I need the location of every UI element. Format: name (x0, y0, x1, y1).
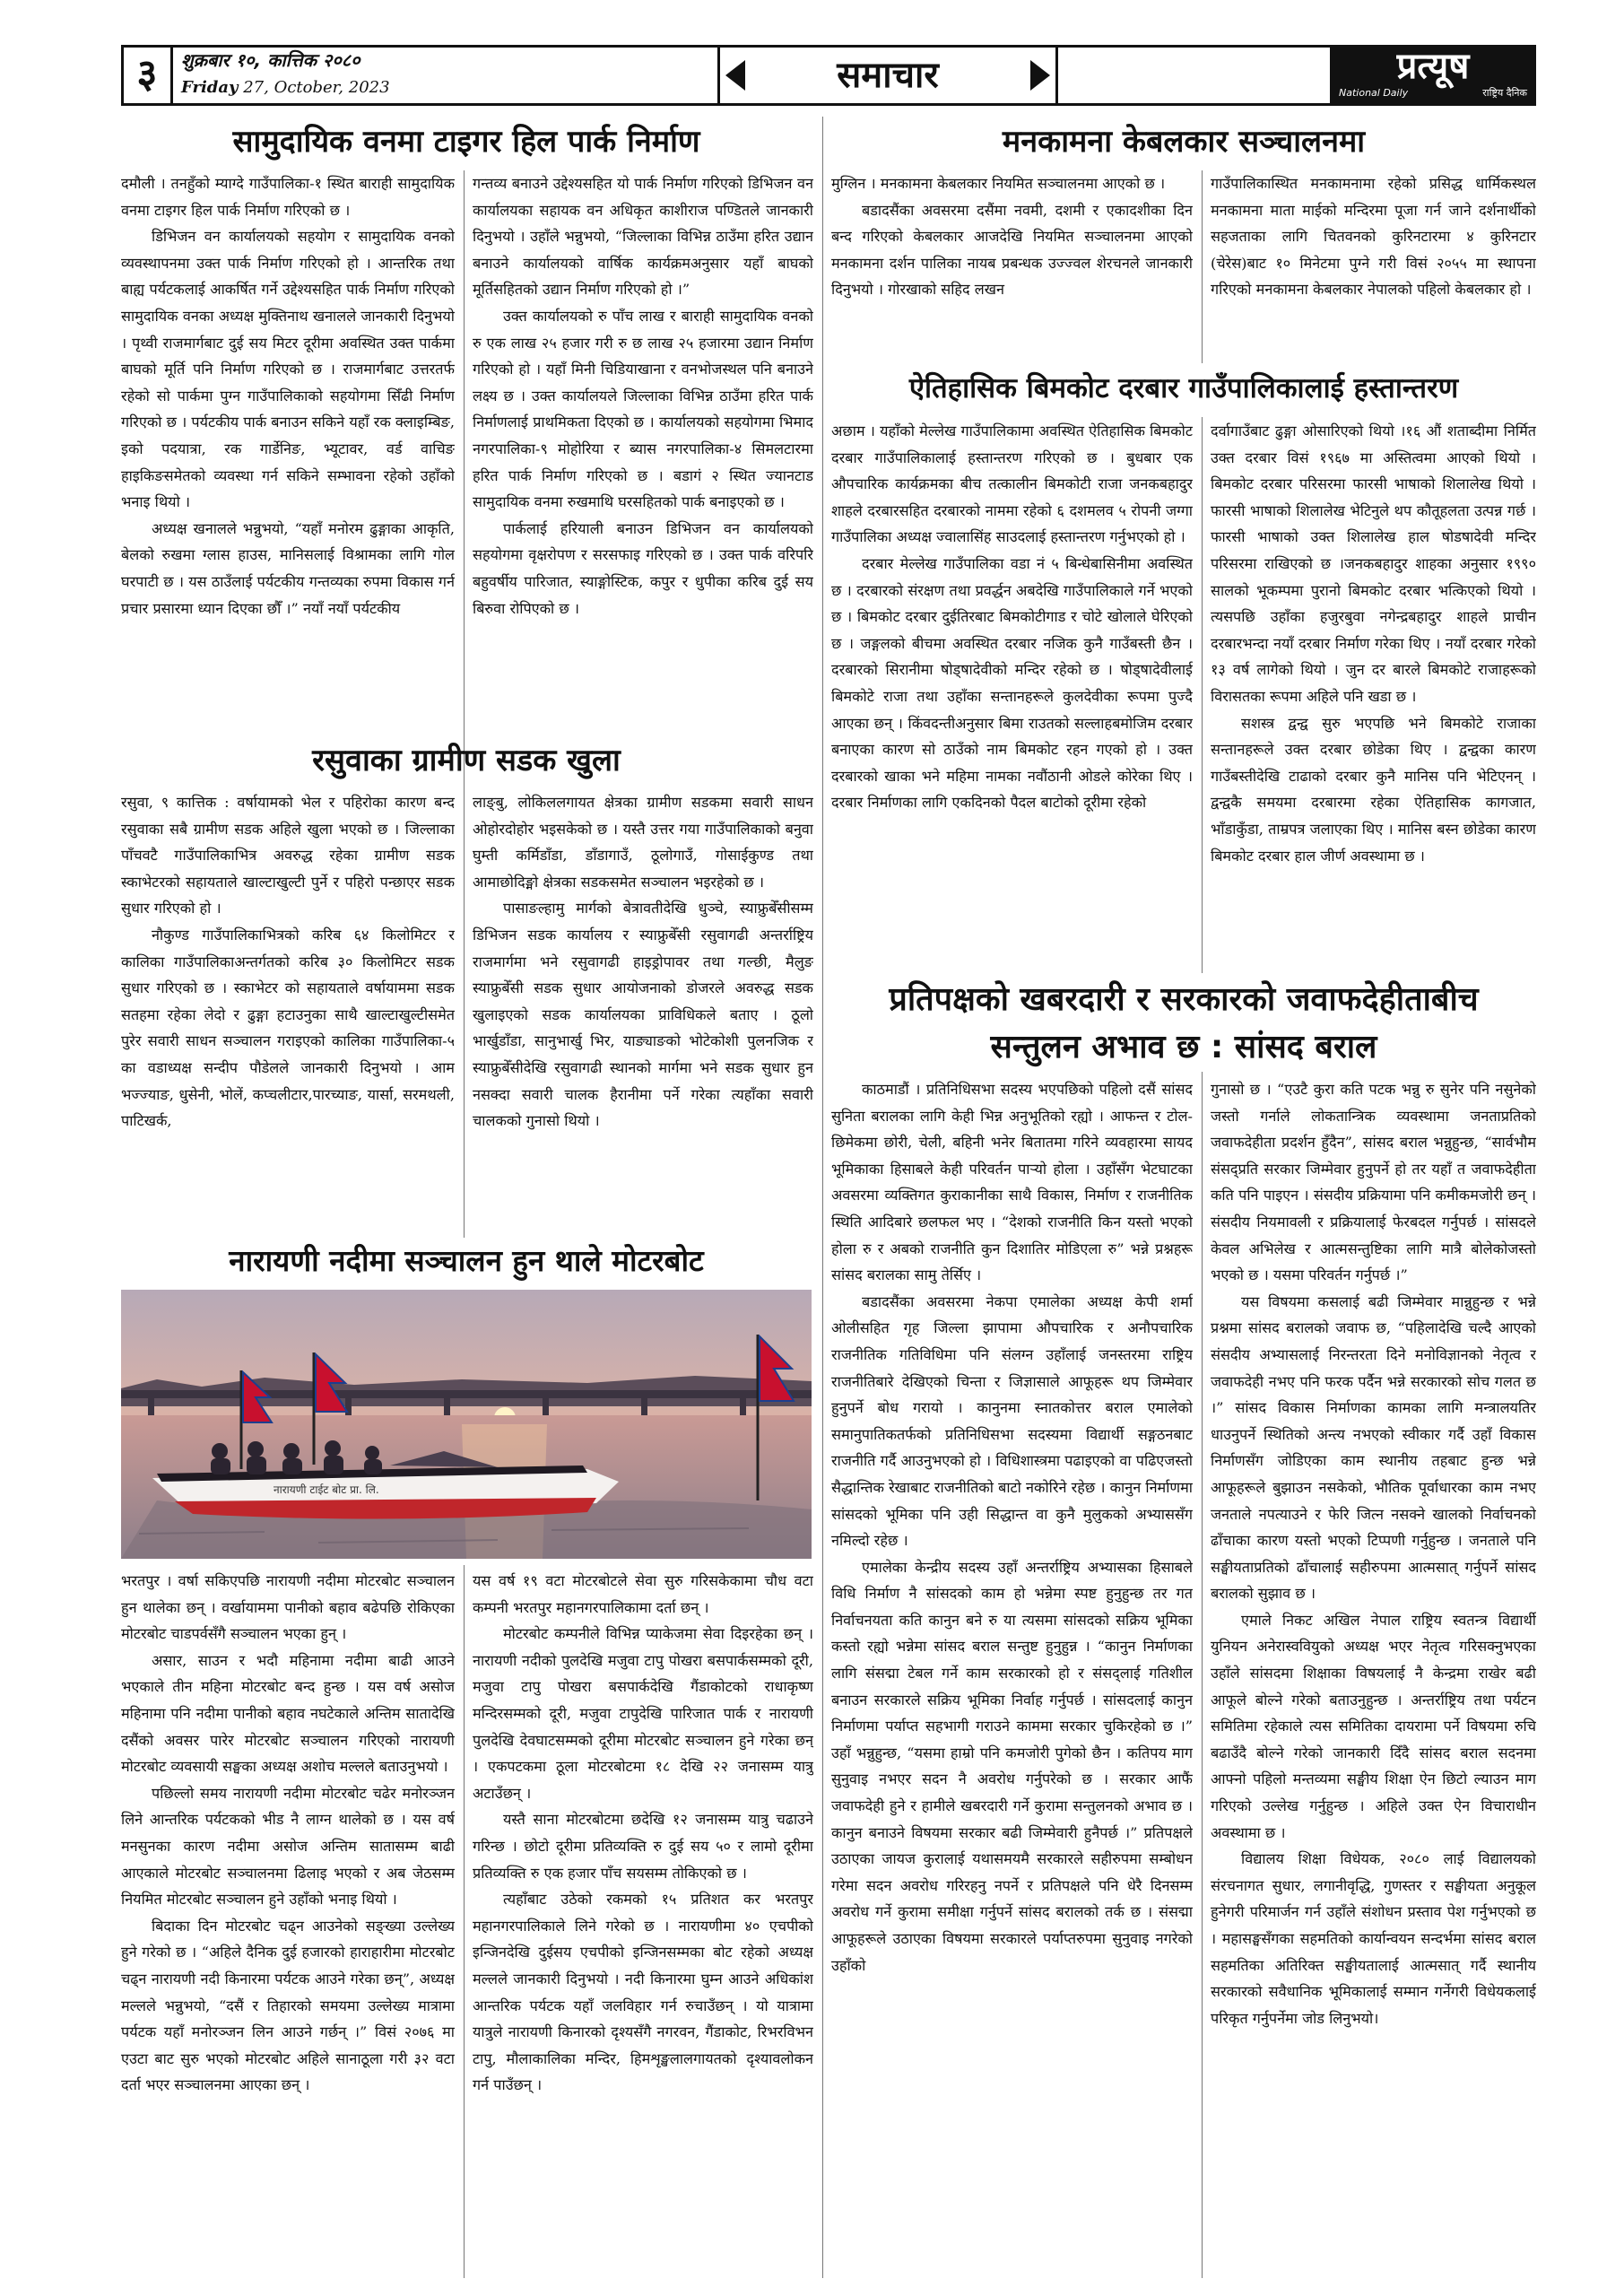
date-day: Friday (181, 78, 239, 97)
motorboat-photo (121, 1290, 812, 1559)
paragraph: डिभिजन वन कार्यालयको सहयोग र सामुदायिक वनको व्यवस्थापनमा उक्त पार्क निर्माण गरिएको हो । आन्तरिक तथा बाह्य पर्यटकलाई आकर्षित गर्ने उद्देश्यसहित पार्क निर्माण गरिएको सामुदायिक वनका अध्यक्ष मुक्तिनाथ खनालले जानकारी दिनुभयो । पृथ्वी राजमार्गबाट दुई सय मिटर दूरीमा अवस्थित उक्त पार्कमा बाघको मूर्ति पनि निर्माण गरिएको छ । राजमार्गबाट उत्तरतर्फ रहेको सो पार्कमा पुग्न गाउँपालिकाको सहयोगमा सिँढी निर्माण गरिएको छ । पर्यटकीय पार्क बनाउन सकिने यहाँ रक क्लाइम्बिङ, इको पदयात्रा, रक गार्डेनिङ, भ्यूटावर, वर्ड वाचिङ हाइकिङसमेतको व्यवस्था गर्न सकिने सम्भावना रहेको उहाँको भनाइ थियो । (121, 228, 455, 511)
article-motorboat-col1 (121, 1568, 455, 2276)
paragraph: मोटरबोट कम्पनीले विभिन्न प्याकेजमा सेवा दिइरहेका छन् । नारायणी नदीको पुलदेखि मजुवा टापु पोखरा बसपार्कसम्मको दूरी, मजुवा टापु पोखरा बसपार्कदेखि गैंडाकोटको राधाकृष्ण मन्दिरसम्मको दूरी, मजुवा टापुदेखि पारिजात पार्क र नारायणी पुलदेखि देवघाटसम्मको दूरीमा मोटरबोट सञ्चालन हुने गरेका छन् । एकपटकमा ठूला मोटरबोटमा १८ देखि २२ जनासम्म यात्रु अटाउँछन् । (473, 1625, 813, 1802)
paragraph: अध्यक्ष खनालले भन्नुभयो, “यहाँ मनोरम ढुङ्गाका आकृति, बेलको रुखमा ग्लास हाउस, मानिसलाई विश्रामका लागि गोल घरपाटी छ । यस ठाउँलाई पर्यटकीय गन्तव्यका रुपमा विकास गर्न प्रचार प्रसारमा ध्यान दिएका छौँ ।” नयाँ नयाँ पर्यटकीय (121, 519, 455, 617)
column-divider (1202, 417, 1203, 973)
headline-rasuwa: रसुवाका ग्रामीण सडक खुला (312, 743, 621, 778)
headline-tiger-hill: सामुदायिक वनमा टाइगर हिल पार्क निर्माण (232, 124, 700, 160)
logo-name: प्रत्यूष (1396, 46, 1470, 87)
article-bimkot-col2 (1211, 418, 1536, 974)
section-header (717, 45, 1058, 106)
paragraph: रसुवा, ९ कात्तिक : वर्षायामको भेल र पहिरोका कारण बन्द रसुवाका सबै ग्रामीण सडक अहिले खुला भएको छ । जिल्लाका पाँचवटै गाउँपालिकाभित्र अवरुद्ध रहेका ग्रामीण सडक स्काभेटरको सहायताले खाल्टाखुल्टी पुर्ने र पहिरो पन्छाएर सडक सुधार गरिएको हो । (121, 794, 455, 918)
column-divider (822, 117, 823, 2278)
paragraph: बडादसैंका अवसरमा दसैंमा नवमी, दशमी र एकादशीका दिन बन्द गरिएको केबलकार आजदेखि नियमित सञ्चालनमा आएको मनकामना दर्शन पालिका नायब प्रबन्धक उज्ज्वल शेरचनले जानकारी दिनुभयो । गोरखाको सहिद लखन (831, 201, 1193, 299)
paragraph: पछिल्लो समय नारायणी नदीमा मोटरबोट चढेर मनोरञ्जन लिने आन्तरिक पर्यटकको भीड नै लाग्न थालेको छ । यस वर्ष मनसुनका कारण नदीमा असोज अन्तिम सातासम्म बाढी आएकाले मोटरबोट सञ्चालनमा ढिलाइ भएको र अब जेठसम्म नियमित मोटरबोट सञ्चालन हुने उहाँको भनाइ थियो । (121, 1784, 455, 1909)
newspaper-logo (1330, 45, 1536, 106)
paragraph: गाउँपालिकास्थित मनकामनामा रहेको प्रसिद्ध धार्मिकस्थल मनकामना माता माईको मन्दिरमा पूजा गर्न जाने दर्शनार्थीको सहजताका लागि चितवनको कुरिनटारमा ४ कुरिनटार (चेरेस)बाट १० मिनेटमा पुग्ने गरी विसं २०५५ मा स्थापना गरिएको मनकामना केबलकार नेपालको पहिलो केबलकार हो । (1211, 175, 1536, 299)
page-number: ३ (121, 45, 173, 106)
paragraph: विद्यालय शिक्षा विधेयक, २०८० लाई विद्यालयको संरचनागत सुधार, लगानीवृद्धि, गुणस्तर र सङ्घीयता अनुकूल हुनेगरी परिमार्जन गर्न उहाँले संशोधन प्रस्ताव पेश गर्नुभएको छ । महासङ्घसँगका सहमतिको कार्यान्वयन सन्दर्भमा सांसद बराल सहमतिका अतिरिक्त सङ्घीयतालाई आत्मसात् गर्दै स्थानीय सरकारको सवैधानिक भूमिकालाई सम्मान गर्नेगरी विधेयकलाई परिकृत गर्नुपर्नेमा जोड लिनुभयो। (1211, 1850, 1536, 2027)
column-divider (1202, 170, 1203, 363)
arrow-right-icon (1030, 60, 1050, 91)
paragraph: बिदाका दिन मोटरबोट चढ्न आउनेको सङ्ख्या उल्लेख्य हुने गरेको छ । “अहिले दैनिक दुई हजारको हाराहारीमा मोटरबोट चढ्न नारायणी नदी किनारमा पर्यटक आउने गरेका छन्”, अध्यक्ष मल्लले भन्नुभयो, “दसैं र तिहारको समयमा उल्लेख्य मात्रामा पर्यटक यहाँ मनोरञ्जन लिन आउने गर्छन् ।” विसं २०७६ मा एउटा बाट सुरु भएको मोटरबोट अहिले सानाठूला गरी ३२ वटा दर्ता भएर सञ्चालनमा आएका छन् । (121, 1917, 455, 2094)
article-motorboat-col2 (473, 1568, 813, 2276)
article-opposition-col1 (831, 1076, 1193, 2276)
paragraph: एमाले निकट अखिल नेपाल राष्ट्रिय स्वतन्त्र विद्यार्थी युनियन अनेरास्ववियुको अध्यक्ष भएर नेतृत्व गरिसक्नुभएका उहाँले सांसदमा शिक्षाका विषयलाई नै केन्द्रमा राखेर बढी आफूले बोल्ने गरेको बताउनुहुन्छ । अन्तर्राष्ट्रिय तथा पर्यटन समितिमा रहेकाले त्यस समितिका दायरामा पर्ने विषयमा रुचि बढाउँदै बोल्ने गरेको जानकारी दिँदै सांसद बराल सदनमा आफ्नो पहिलो मन्तव्यमा सङ्घीय शिक्षा ऐन छिटो ल्याउन माग गरिएको उल्लेख गर्नुहुन्छ । अहिले उक्त ऐन विचाराधीन अवस्थामा छ । (1211, 1611, 1536, 1841)
paragraph: मुग्लिन । मनकामना केबलकार नियमित सञ्चालनमा आएको छ । (831, 175, 1166, 192)
paragraph: गुनासो छ । “एउटै कुरा कति पटक भन्नु रु सुनेर पनि नसुनेको जस्तो गर्नाले लोकतान्त्रिक व्यवस्थामा जनताप्रतिको जवाफदेहीता प्रदर्शन हुँदैन”, सांसद बराल भन्नुहुन्छ, “सार्वभौम संसद्प्रति सरकार जिम्मेवार हुनुपर्ने हो तर यहाँ त जवाफदेहीता कति पनि पाइएन । संसदीय प्रक्रियामा पनि कमीकमजोरी छन् । संसदीय नियमावली र प्रक्रियालाई फेरबदल गर्नुपर्छ । सांसदले केवल अभिलेख र आत्मसन्तुष्टिका लागि मात्रै बोलेकोजस्तो भएको छ । यसमा परिवर्तन गर्नुपर्छ ।” (1211, 1081, 1536, 1284)
paragraph: एमालेका केन्द्रीय सदस्य उहाँ अन्तर्राष्ट्रिय अभ्यासका हिसाबले विधि निर्माण नै सांसदको काम हो भन्नेमा स्पष्ट हुनुहुन्छ तर गत निर्वाचनयता कति कानुन बने रु या त्यसमा सांसदको सक्रिय भूमिका कस्तो रह्यो भन्नेमा सांसद बराल सन्तुष्ट हुनुहुन्न । “कानुन निर्माणका लागि संसद्मा टेबल गर्ने काम सरकारको हो र संसद्लाई गतिशील बनाउन सरकारले सक्रिय भूमिका निर्वाह गर्नुपर्छ । सांसदलाई कानुन निर्माणमा पर्याप्त सहभागी गराउने काममा सरकार चुकिरहेको छ ।” उहाँ भन्नुहुन्छ, “यसमा हाम्रो पनि कमजोरी पुगेको छैन । कतिपय माग सुनुवाइ नभएर सदन नै अवरोध गर्नुपरेको छ । सरकार आफैं जवाफदेही हुने र हामीले खबरदारी गर्ने कुरामा सन्तुलनको अभाव छ । कानुन बनाउने विषयमा सरकार बढी जिम्मेवारी हुनैपर्छ ।” प्रतिपक्षले उठाएका जायज कुरालाई यथासमयमै सरकारले सहीरुपमा सम्बोधन गरेमा सदन अवरोध गरिरहनु नपर्ने र प्रतिपक्षले पनि धेरै दिनसम्म अवरोध गर्ने कुरामा समीक्षा गर्नुपर्ने सांसद बरालको तर्क छ । संसद्मा आफूहरूले उठाएका विषयमा सरकारले पर्याप्तरुपमा सुनुवाइ नगरेको उहाँको (831, 1558, 1193, 1974)
paragraph: अछाम । यहाँको मेल्लेख गाउँपालिकामा अवस्थित ऐतिहासिक बिमकोट दरबार गाउँपालिकालाई हस्तान्तरण गरिएको छ । बुधबार एक औपचारिक कार्यक्रमका बीच तत्कालीन बिमकोटी राजा जनकबहादुर शाहले दरबारसहित दरबारको नाममा रहेको ६ दशमलव ५ रोपनी जग्गा गाउँपालिका अध्यक्ष ज्वालासिंह साउदलाई हस्तान्तरण गर्नुभएको हो । (831, 422, 1193, 546)
paragraph: यस विषयमा कसलाई बढी जिम्मेवार मान्नुहुन्छ र भन्ने प्रश्नमा सांसद बरालको जवाफ छ, “पहिलादेखि चल्दै आएको संसदीय अभ्यासलाई निरन्तरता दिने मनोविज्ञानको नेतृत्व र जवाफदेही नभए पनि फरक पर्दैन भन्ने सरकारको सोच गलत छ ।” सांसद विकास निर्माणका कामका लागि मन्त्रालयतिर धाउनुपर्ने स्थितिको अन्त्य नभएको स्वीकार गर्दै उहाँ विकास निर्माणसँग जोडिएका काम स्थानीय तहबाट हुन्छ भन्ने आफूहरूले बुझाउन नसकेको, भौतिक पूर्वाधारका काम नभए जनताले नपत्याउने र फेरि जित्न नसक्ने खालको निर्वाचनको ढाँचाका कारण यस्तो भएको टिप्पणी गर्नुहुन्छ । जनताले पनि सङ्घीयताप्रतिको ढाँचालाई सहीरुपमा आत्मसात् गर्नुपर्ने सांसद बरालको सुझाव छ । (1211, 1292, 1536, 1603)
article-rasuwa-col1 (121, 789, 455, 1238)
paragraph: उक्त कार्यालयको रु पाँच लाख र बाराही सामुदायिक वनको रु एक लाख २५ हजार गरी रु छ लाख २५ हजारमा उद्यान निर्माण गरिएको हो । यहाँ मिनी चिडियाखाना र वनभोजस्थल पनि बनाउने लक्ष्य छ । उक्त कार्यालयले जिल्लाका विभिन्न ठाउँमा हरित पार्क निर्माणलाई प्राथमिकता दिएको छ । कार्यालयको सहयोगमा भिमाद नगरपालिका-९ मोहोरिया र ब्यास नगरपालिका-४ सिमलटारमा हरित पार्क निर्माण गरिएको छ । बडागं २ स्थित ज्यानटाड सामुदायिक वनमा रुखमाथि घरसहितको पार्क बनाइएको छ । (473, 307, 813, 511)
paragraph: दर्वागाउँबाट ढुङ्गा ओसारिएको थियो ।१६ औं शताब्दीमा निर्मित उक्त दरबार विसं १९६७ मा अस्तित्वमा आएको थियो । बिमकोट दरबार परिसरमा फारसी भाषाको शिलालेख थियो । फारसी भाषाको शिलालेख भेटिनुले थप कौतूहलता उत्पन्न गर्छ । फारसी भाषाको उक्त शिलालेख हाल षोडषादेवी मन्दिर परिसरमा राखिएको छ ।जनकबहादुर शाहका अनुसार १९९० सालको भूकम्पमा पुरानो बिमकोट दरबार भत्किएको थियो । त्यसपछि उहाँका हजुरबुवा नगेन्द्रबहादुर शाहले प्राचीन दरबारभन्दा नयाँ दरबार निर्माण गरेका थिए । नयाँ दरबार गरेको १३ वर्ष लागेको थियो । जुन दर बारले बिमकोटे राजाहरूको विरासतका रूपमा अहिले पनि खडा छ । (1211, 422, 1536, 705)
headline-bimkot: ऐतिहासिक बिमकोट दरबार गाउँपालिकालाई हस्तान्तरण (908, 372, 1459, 404)
arrow-left-icon (725, 60, 745, 91)
paragraph: काठमाडौं । प्रतिनिधिसभा सदस्य भएपछिको पहिलो दसैं सांसद सुनिता बरालका लागि केही भिन्न अनुभूतिको रह्यो । आफन्त र टोल-छिमेकमा छोरी, चेली, बहिनी भनेर बितातमा गरिने व्यवहारमा सायद भूमिकाका हिसाबले केही परिवर्तन पाऱ्यो होला । उहाँसँग भेटघाटका अवसरमा व्यक्तिगत कुराकानीका साथै विकास, निर्माण र राजनीतिक स्थिति आदिबारे छलफल भए । “देशको राजनीति किन यस्तो भएको होला रु र अबको राजनीति कुन दिशातिर मोडिएला रु” भन्ने प्रश्नहरू सांसद बरालका सामु तेर्सिए । (831, 1081, 1193, 1284)
article-cable-col2 (1211, 170, 1536, 363)
paragraph: बडादसैंका अवसरमा नेकपा एमालेका अध्यक्ष केपी शर्मा ओलीसहित गृह जिल्ला झापामा औपचारिक र अनौपचारिक राजनीतिक गतिविधिमा पनि संलग्न उहाँलाई जनस्तरमा राष्ट्रिय राजनीतिबारे देखिएको चिन्ता र जिज्ञासाले आफूहरू थप जिम्मेवार हुनुपर्ने बोध गरायो । कानुनमा स्नातकोत्तर बराल एमालेको समानुपातिकतर्फको प्रतिनिधिसभा सदस्यमा विद्यार्थी सङ्गठनबाट राजनीति गर्दै आउनुभएको हो । विधिशास्त्रमा पढाइएको वा पढिएजस्तो सैद्धान्तिक रेखाबाट राजनीतिको बाटो नकोरिने रहेछ । कानुन निर्माणमा सांसदको भूमिका पनि उही सिद्धान्त वा कुनै मुलुकको अभ्याससँग नमिल्दो रहेछ । (831, 1292, 1193, 1550)
article-opposition-col2 (1211, 1076, 1536, 2276)
paragraph: भरतपुर । वर्षा सकिएपछि नारायणी नदीमा मोटरबोट सञ्चालन हुन थालेका छन् । वर्खायाममा पानीको बहाव बढेपछि रोकिएका मोटरबोट चाडपर्वसँगै सञ्चालन भएका हुन् । (121, 1572, 455, 1643)
date-nepali: शुक्रबार १०, कात्तिक २०८० (181, 49, 360, 71)
paragraph: पासाङल्हामु मार्गको बेत्रावतीदेखि धुञ्चे, स्याफ्रुबेँसीसम्म डिभिजन सडक कार्यालय र स्याफ्रुबेँसी रसुवागढी अन्तर्राष्ट्रिय राजमार्गमा भने रसुवागढी हाइड्रोपावर तथा गल्छी, मैलुङ स्याफ्रुबेँसी सडक सुधार आयोजनाको डोजरले अवरुद्ध सडक खुलाइएको सडक कार्यालयका प्राविधिकले बताए । ठूलो भार्खुडाँडा, सानुभार्खु भिर, याङ्याङको भोटेकोशी पुलनजिक र स्याफ्रुबेँसीदेखि रसुवागढी स्थानको मार्गमा भने सडक सुधार हुन नसक्दा सवारी चालक हैरानीमा पर्ने गरेका त्यहाँका सवारी चालकको गुनासो थियो । (473, 900, 813, 1130)
paragraph: दरबार मेल्लेख गाउँपालिका वडा नं ५ बिन्धेबासिनीमा अवस्थित छ । दरबारको संरक्षण तथा प्रवर्द्धन अबदेखि गाउँपालिकाले गर्ने भएको छ । बिमकोट दरबार दुईतिरबाट बिमकोटीगाड र चोटे खोलाले घेरिएको छ । जङ्गलको बीचमा अवस्थित दरबार नजिक कुनै गाउँबस्ती छैन । दरबारको सिरानीमा षोड्षादेवीको मन्दिर रहेको छ । षोड्षादेवीलाई बिमकोटे राजा तथा उहाँका सन्तानहरूले कुलदेवीका रूपमा पुज्दै आएका छन् । किंवदन्तीअनुसार बिमा राउतको सल्लाहबमोजिम दरबार बनाएका कारण सो ठाउँको नाम बिमकोट रहन गएको हो । उक्त दरबारको खाका भने महिमा नामका नवौंठानी ओडले कोरेका थिए । दरबार निर्माणका लागि एकदिनको पैदल बाटोको दूरीमा रहेको (831, 554, 1193, 812)
headline-opposition-line2: सन्तुलन अभाव छ : सांसद बराल (990, 1029, 1377, 1065)
column-divider (464, 789, 465, 1238)
date-english (181, 77, 390, 99)
column-divider (464, 170, 465, 789)
article-tiger-col1 (121, 170, 455, 731)
paragraph: दमौली । तनहुँको म्याग्दे गाउँपालिका-१ स्थित बाराही सामुदायिक वनमा टाइगर हिल पार्क निर्माण गरिएको छ । (121, 175, 455, 219)
logo-tagline-en: National Daily (1339, 87, 1409, 99)
paragraph: नौकुण्ड गाउँपालिकाभित्रको करिब ६४ किलोमिटर र कालिका गाउँपालिकाअन्तर्गतको करिब ३० किलोमिटर सडक सुधार गरिएको छ । स्काभेटर को सहायताले वर्षायाममा सडक सतहमा रहेका लेदो र ढुङ्गा हटाउनुका साथै खाल्टाखुल्टीसमेत पुरेर सवारी साधन सञ्चालन गराइएको कालिका गाउँपालिका-५ का वडाध्यक्ष सन्दीप पौडेलले जानकारी दिनुभयो । आम भज्ज्याङ, धुसेनी, भोलें, कप्चलीटार,पारच्याङ, यार्सा, सरमथली, पाटिखर्क, (121, 926, 455, 1130)
article-rasuwa-col2 (473, 789, 813, 1238)
motorboat-photo-art (121, 1290, 812, 1559)
boat-hull-lettering: नारायणी टाईट बोट प्रा. लि. (274, 1483, 379, 1496)
logo-tagline-np: राष्ट्रिय दैनिक (1482, 87, 1527, 99)
paragraph: लाङ्बु, लोकिललगायत क्षेत्रका ग्रामीण सडकमा सवारी साधन ओहोरदोहोर भइसकेको छ । यस्तै उत्तर गया गाउँपालिकाको बनुवा घुम्ती कर्मिडाँडा, डाँडागाउँ, ठूलोगाउँ, गोसाईकुण्ड तथा आमाछोदिङ्मो क्षेत्रका सडकसमेत सञ्चालन भइरहेको छ । (473, 794, 813, 891)
headline-motorboat: नारायणी नदीमा सञ्चालन हुन थाले मोटरबोट (229, 1243, 704, 1278)
headline-opposition-line1: प्रतिपक्षको खबरदारी र सरकारको जवाफदेहीताबीच (889, 981, 1479, 1018)
paragraph: यस्तै साना मोटरबोटमा छदेखि १२ जनासम्म यात्रु चढाउने गरिन्छ । छोटो दूरीमा प्रतिव्यक्ति रु दुई सय ५० र लामो दूरीमा प्रतिव्यक्ति रु एक हजार पाँच सयसम्म तोकिएको छ । (473, 1811, 813, 1882)
paragraph: यस वर्ष १९ वटा मोटरबोटले सेवा सुरु गरिसकेकामा चौध वटा कम्पनी भरतपुर महानगरपालिकामा दर्ता छन् । (473, 1572, 813, 1616)
article-tiger-col2 (473, 170, 813, 731)
column-divider (1202, 1072, 1203, 2278)
paragraph: गन्तव्य बनाउने उद्देश्यसहित यो पार्क निर्माण गरिएको डिभिजन वन कार्यालयका सहायक वन अधिकृत काशीराज पण्डितले जानकारी दिनुभयो । उहाँले भन्नुभयो, “जिल्लाका विभिन्न ठाउँमा हरित उद्यान बनाउने कार्यालयको वार्षिक कार्यक्रमअनुसार यहाँ बाघको मूर्तिसहितको उद्यान निर्माण गरिएको हो ।” (473, 175, 813, 299)
headline-cable-car: मनकामना केबलकार सञ्चालनमा (1002, 124, 1366, 160)
paragraph: सशस्त्र द्वन्द्व सुरु भएपछि भने बिमकोटे राजाका सन्तानहरूले उक्त दरबार छोडेका थिए । द्वन्द्वका कारण गाउँबस्तीदेखि टाढाको दरबार कुनै मानिस पनि भेटिएनन् । द्वन्द्वकै समयमा दरबारमा रहेका ऐतिहासिक कागजात, भाँडाकुँडा, ताम्रपत्र जलाएका थिए । मानिस बस्न छोडेका कारण बिमकोट दरबार हाल जीर्ण अवस्थामा छ । (1211, 714, 1536, 865)
paragraph: त्यहाँबाट उठेको रकमको १५ प्रतिशत कर भरतपुर महानगरपालिकाले लिने गरेको छ । नारायणीमा ४० एचपीको इन्जिनदेखि दुईसय एचपीको इन्जिनसम्मका बोट रहेको अध्यक्ष मल्लले जानकारी दिनुभयो । नदी किनारमा घुम्न आउने अधिकांश आन्तरिक पर्यटक यहाँ जलविहार गर्न रुचाउँछन् । यो यात्रामा यात्रुले नारायणी किनारको दृश्यसँगै नगरवन, गैंडाकोट, रिभरविभन टापु, मौलाकालिका मन्दिर, हिमशृङ्खलालगायतको दृश्यावलोकन गर्न पाउँछन् । (473, 1891, 813, 2094)
column-divider (464, 1565, 465, 2278)
section-label: समाचार (837, 55, 939, 96)
paragraph: पार्कलाई हरियाली बनाउन डिभिजन वन कार्यालयको सहयोगमा वृक्षरोपण र सरसफाइ गरिएको छ । उक्त पार्क वरिपरि बहुवर्षीय पारिजात, स्याङ्गोस्टिक, कपुर र धुपीका करिब दुई सय बिरुवा रोपिएको छ । (473, 519, 813, 617)
paragraph: असार, साउन र भदौ महिनामा नदीमा बाढी आउने भएकाले तीन महिना मोटरबोट बन्द हुन्छ । यस वर्ष असोज महिनामा पनि नदीमा पानीको बहाव नघटेकाले अन्तिम सातादेखि दसैंको अवसर पारेर मोटरबोट सञ्चालन गरिएको नारायणी मोटरबोट व्यवसायी सङ्घका अध्यक्ष अशोच मल्लले बताउनुभयो । (121, 1651, 455, 1776)
article-bimkot-col1 (831, 418, 1193, 974)
article-cable-col1 (831, 170, 1193, 363)
date-rest: 27, October, 2023 (243, 78, 390, 97)
